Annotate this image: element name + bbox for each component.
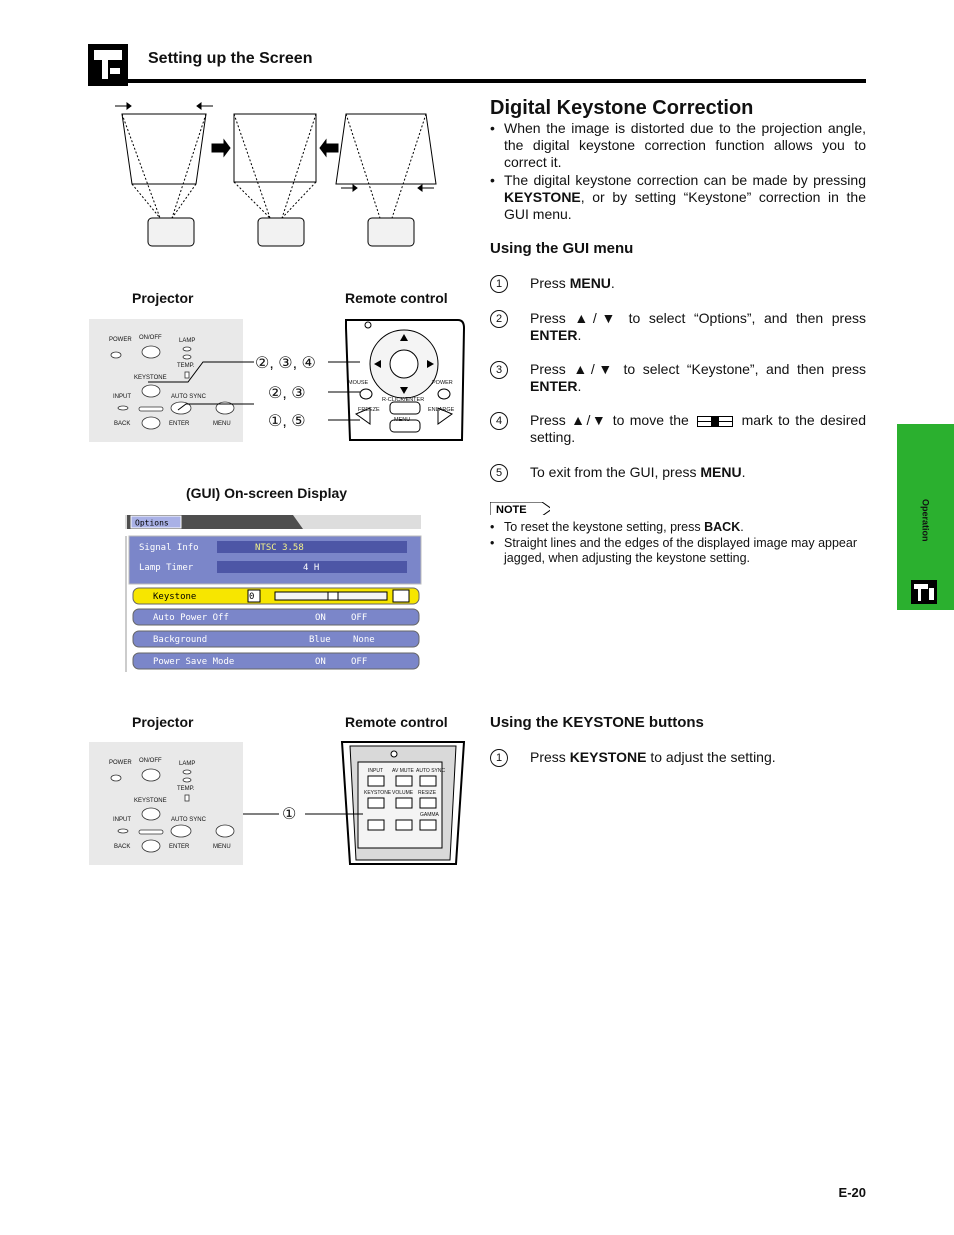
svg-text:LAMP: LAMP <box>179 761 196 767</box>
svg-text:NTSC 3.58: NTSC 3.58 <box>255 543 304 553</box>
gui-menu-heading: Using the GUI menu <box>490 240 634 257</box>
callout-lines-top <box>148 352 360 432</box>
projector-panel-bottom <box>89 742 243 865</box>
svg-text:OFF: OFF <box>351 613 368 623</box>
svg-text:RESIZE: RESIZE <box>418 790 437 796</box>
svg-text:ON: ON <box>315 613 326 623</box>
svg-text:KEYSTONE: KEYSTONE <box>364 790 392 796</box>
on-screen-display <box>123 512 423 672</box>
svg-text:BACK: BACK <box>114 844 131 850</box>
keystone-diagram <box>110 96 440 252</box>
svg-text:FREEZE: FREEZE <box>358 407 380 413</box>
svg-text:AUTO SYNC: AUTO SYNC <box>171 394 206 400</box>
gui-step-1: 1 Press MENU. <box>490 275 866 292</box>
callout-3-top: ①, ⑤ <box>268 413 306 430</box>
svg-text:ENLARGE: ENLARGE <box>428 407 455 413</box>
keystone-step-1: 1 Press KEYSTONE to adjust the setting. <box>490 749 866 766</box>
remote-label-top: Remote control <box>345 290 448 306</box>
callout-bottom: ① <box>282 806 297 823</box>
side-tab-projector-icon <box>911 580 937 604</box>
svg-text:POWER: POWER <box>432 380 453 386</box>
note-badge <box>490 502 550 515</box>
projector-label-top: Projector <box>132 290 194 306</box>
svg-text:INPUT: INPUT <box>368 768 383 774</box>
page-number: E-20 <box>838 1185 866 1200</box>
svg-text:POWER: POWER <box>109 337 132 343</box>
svg-text:NOTE: NOTE <box>496 504 527 515</box>
remote-label-bottom: Remote control <box>345 714 448 730</box>
svg-text:Keystone: Keystone <box>153 592 197 602</box>
callout-line-bottom <box>243 804 363 824</box>
svg-text:Lamp Timer: Lamp Timer <box>139 563 194 573</box>
svg-text:POWER: POWER <box>109 760 132 766</box>
svg-text:TEMP.: TEMP. <box>177 363 195 369</box>
note-item-2: • Straight lines and the edges of the displayed image may appear jagged, when adjusting the keystone setting. <box>490 536 858 565</box>
svg-text:AUTO SYNC: AUTO SYNC <box>171 817 206 823</box>
section-title: Digital Keystone Correction <box>490 97 754 119</box>
svg-text:MOUSE: MOUSE <box>348 380 369 386</box>
svg-text:ENTER: ENTER <box>169 421 190 427</box>
svg-text:GAMMA: GAMMA <box>420 812 439 818</box>
keystone-buttons-heading: Using the KEYSTONE buttons <box>490 714 704 731</box>
header-rule <box>88 79 866 83</box>
svg-text:INPUT: INPUT <box>113 817 131 823</box>
callout-1-top: ②, ③, ④ <box>255 355 316 372</box>
svg-text:R-CLICK/ENTER: R-CLICK/ENTER <box>382 397 425 403</box>
svg-text:MENU: MENU <box>394 417 411 423</box>
svg-text:KEYSTONE: KEYSTONE <box>134 375 167 381</box>
svg-text:ON/OFF: ON/OFF <box>139 758 162 764</box>
bullet-1: • When the image is distorted due to the projection angle, the digital keystone correction function allows you to correct it. <box>490 120 866 170</box>
svg-text:MENU: MENU <box>213 421 231 427</box>
svg-text:VOLUME: VOLUME <box>392 790 414 796</box>
bullet-2: • The digital keystone correction can be made by pressing KEYSTONE, or by setting “Keystone” correction in the GUI menu. <box>490 172 866 222</box>
projector-panel-drawing-2 <box>89 742 243 865</box>
svg-text:Auto Power Off: Auto Power Off <box>153 613 229 623</box>
svg-text:Options: Options <box>135 518 169 528</box>
header-title: Setting up the Screen <box>148 50 313 67</box>
svg-text:Signal Info: Signal Info <box>139 543 199 553</box>
svg-text:KEYSTONE: KEYSTONE <box>134 798 167 804</box>
gui-step-4: 4 Press ▲/▼ to move the mark to the desired setting. <box>490 412 866 446</box>
note-item-1: • To reset the keystone setting, press BACK. <box>490 520 744 534</box>
gui-step-5: 5 To exit from the GUI, press MENU. <box>490 464 866 481</box>
gui-step-3: 3 Press ▲/▼ to select “Keystone”, and then press ENTER. <box>490 361 866 395</box>
svg-text:LAMP: LAMP <box>179 338 196 344</box>
svg-text:AUTO SYNC: AUTO SYNC <box>416 768 446 774</box>
svg-text:Blue: Blue <box>309 635 331 645</box>
svg-text:ENTER: ENTER <box>169 844 190 850</box>
svg-text:MENU: MENU <box>213 844 231 850</box>
callout-2-top: ②, ③ <box>268 385 306 402</box>
osd-caption: (GUI) On-screen Display <box>186 485 348 501</box>
svg-text:Power Save Mode: Power Save Mode <box>153 657 235 667</box>
svg-text:AV MUTE: AV MUTE <box>392 768 414 774</box>
svg-text:Background: Background <box>153 635 208 645</box>
svg-text:INPUT: INPUT <box>113 394 131 400</box>
svg-text:4 H: 4 H <box>303 563 320 573</box>
projector-label-bottom: Projector <box>132 714 194 730</box>
svg-text:ON: ON <box>315 657 326 667</box>
slider-mark-icon <box>697 416 733 427</box>
svg-text:TEMP.: TEMP. <box>177 786 195 792</box>
svg-text:None: None <box>353 635 375 645</box>
svg-text:BACK: BACK <box>114 421 131 427</box>
side-tab-label: Operation <box>920 498 931 542</box>
svg-text:0: 0 <box>249 592 255 602</box>
remote-control-bottom <box>340 738 466 866</box>
svg-text:OFF: OFF <box>351 657 368 667</box>
svg-text:ON/OFF: ON/OFF <box>139 335 162 341</box>
gui-step-2: 2 Press ▲/▼ to select “Options”, and then press ENTER. <box>490 310 866 344</box>
